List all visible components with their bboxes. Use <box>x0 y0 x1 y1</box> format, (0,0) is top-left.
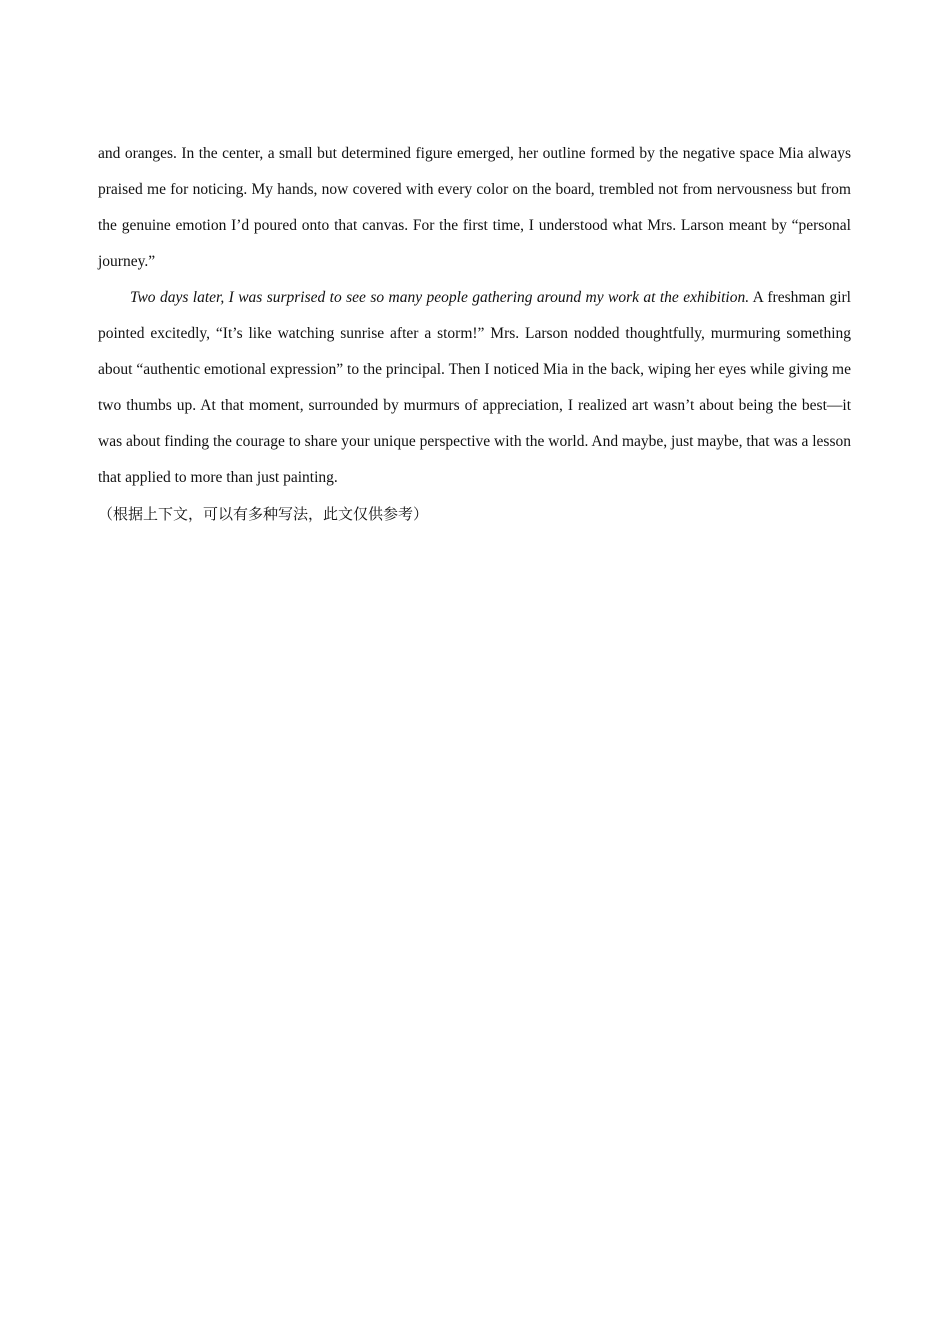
reference-note: （根据上下文，可以有多种写法，此文仅供参考） <box>98 505 429 523</box>
document-page <box>98 136 851 532</box>
paragraph-continuation: and oranges. In the center, a small but determined figure emerged, her outline formed by the negative space Mia always praised me for noticing. My hands, now covered with every color on the board, trembled not from nervousness but from the genuine emotion I’d poured onto that canvas. For the first time, I understood what Mrs. Larson meant by “personal journey.” <box>98 145 851 270</box>
paragraph-exhibition <box>98 280 851 496</box>
paragraph-opening-sentence: Two days later, I was surprised to see so many people gathering around my work at the exhibition. <box>130 289 750 306</box>
paragraph-body: A freshman girl pointed excitedly, “It’s like watching sunrise after a storm!” Mrs. Larson nodded thoughtfully, murmuring something about “authentic emotional expression” to the principal. Then I noticed Mia in the back, wiping her eyes while giving me two thumbs up. At that moment, surrounded by murmurs of appreciation, I realized art wasn’t about being the best—it was about finding the courage to share your unique perspective with the world. And maybe, just maybe, that was a lesson that applied to more than just painting. <box>98 289 851 486</box>
